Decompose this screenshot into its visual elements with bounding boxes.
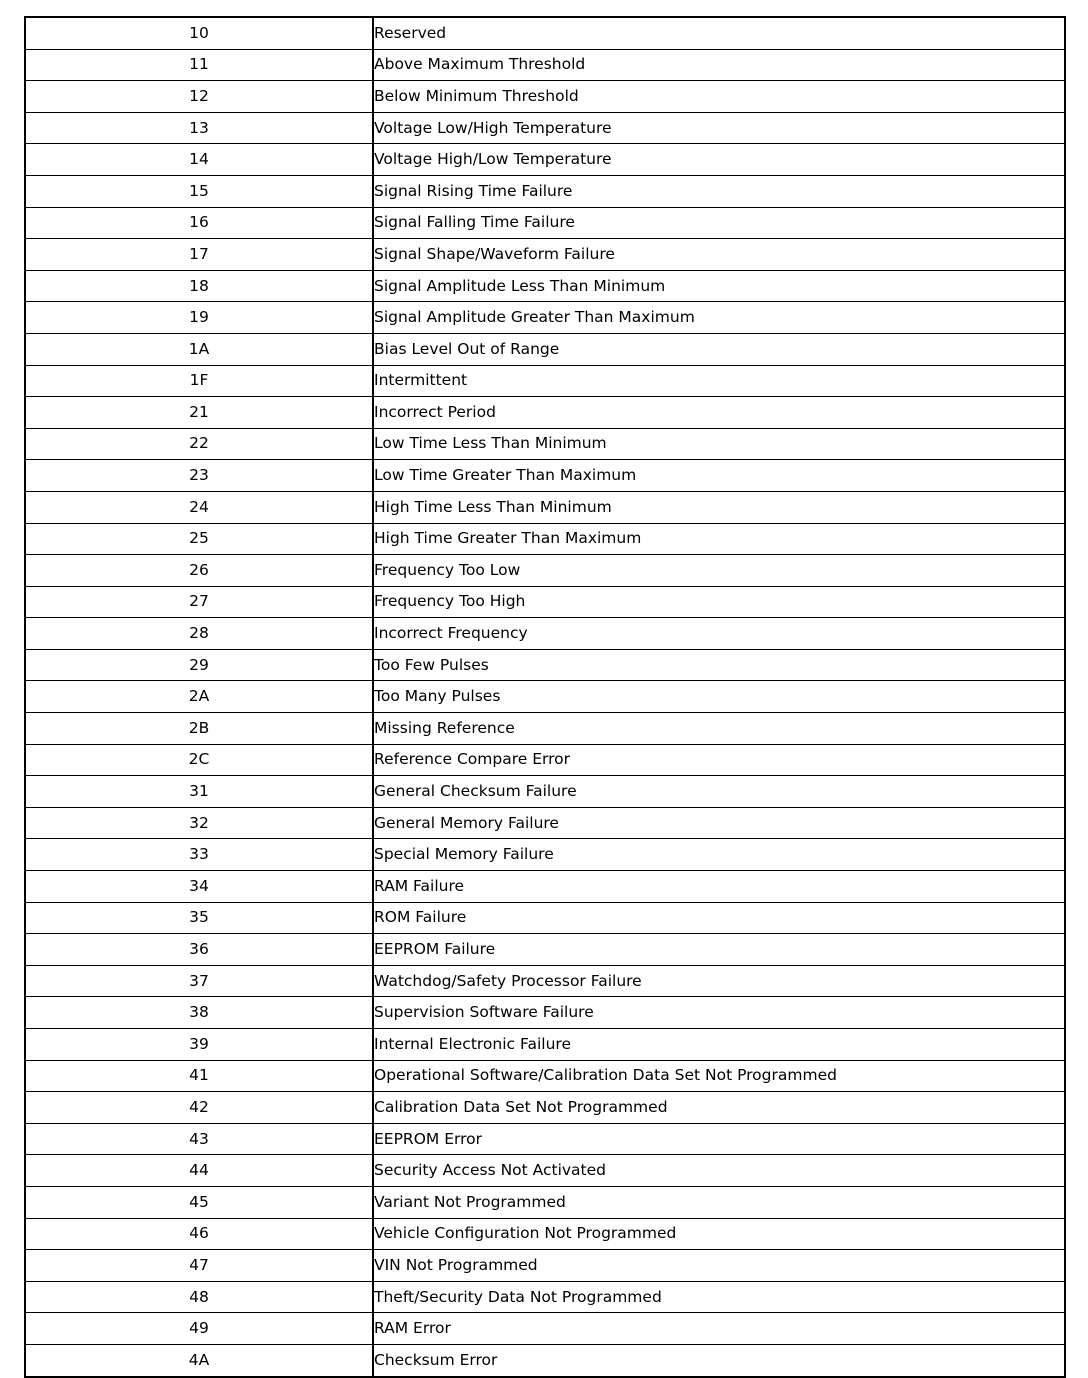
code-cell: 47 xyxy=(25,1250,373,1282)
table-row xyxy=(25,460,1065,492)
failure-type-code-table xyxy=(24,16,1066,1378)
table-row xyxy=(25,523,1065,555)
code-cell: 36 xyxy=(25,934,373,966)
table-row xyxy=(25,1123,1065,1155)
table-row xyxy=(25,112,1065,144)
table-row xyxy=(25,1281,1065,1313)
code-cell: 1A xyxy=(25,333,373,365)
description-cell: Missing Reference xyxy=(373,713,1065,745)
description-cell: Signal Shape/Waveform Failure xyxy=(373,239,1065,271)
description-cell: Above Maximum Threshold xyxy=(373,49,1065,81)
code-cell: 33 xyxy=(25,839,373,871)
code-cell: 12 xyxy=(25,81,373,113)
description-cell: Signal Falling Time Failure xyxy=(373,207,1065,239)
code-cell: 42 xyxy=(25,1092,373,1124)
description-cell: Vehicle Configuration Not Programmed xyxy=(373,1218,1065,1250)
table-row xyxy=(25,144,1065,176)
code-cell: 16 xyxy=(25,207,373,239)
table-row xyxy=(25,491,1065,523)
code-cell: 49 xyxy=(25,1313,373,1345)
table-row xyxy=(25,270,1065,302)
description-cell: Operational Software/Calibration Data Set Not Programmed xyxy=(373,1060,1065,1092)
code-cell: 21 xyxy=(25,397,373,429)
code-cell: 17 xyxy=(25,239,373,271)
code-cell: 2C xyxy=(25,744,373,776)
code-cell: 4A xyxy=(25,1344,373,1376)
code-cell: 29 xyxy=(25,649,373,681)
table-row xyxy=(25,365,1065,397)
code-cell: 18 xyxy=(25,270,373,302)
description-cell: High Time Greater Than Maximum xyxy=(373,523,1065,555)
description-cell: Signal Amplitude Greater Than Maximum xyxy=(373,302,1065,334)
description-cell: Signal Amplitude Less Than Minimum xyxy=(373,270,1065,302)
table-row xyxy=(25,207,1065,239)
description-cell: Incorrect Period xyxy=(373,397,1065,429)
table-row xyxy=(25,586,1065,618)
table-body xyxy=(25,17,1065,1377)
description-cell: Reserved xyxy=(373,17,1065,49)
code-cell: 19 xyxy=(25,302,373,334)
table-row xyxy=(25,1250,1065,1282)
table-row xyxy=(25,1344,1065,1376)
description-cell: Below Minimum Threshold xyxy=(373,81,1065,113)
code-cell: 25 xyxy=(25,523,373,555)
code-cell: 48 xyxy=(25,1281,373,1313)
code-cell: 31 xyxy=(25,776,373,808)
description-cell: High Time Less Than Minimum xyxy=(373,491,1065,523)
code-cell: 22 xyxy=(25,428,373,460)
table-row xyxy=(25,1029,1065,1061)
description-cell: Signal Rising Time Failure xyxy=(373,175,1065,207)
code-cell: 32 xyxy=(25,807,373,839)
description-cell: Too Few Pulses xyxy=(373,649,1065,681)
table-row xyxy=(25,681,1065,713)
description-cell: Voltage High/Low Temperature xyxy=(373,144,1065,176)
description-cell: Low Time Greater Than Maximum xyxy=(373,460,1065,492)
table-row xyxy=(25,1060,1065,1092)
description-cell: Too Many Pulses xyxy=(373,681,1065,713)
table-row xyxy=(25,1313,1065,1345)
table-row xyxy=(25,618,1065,650)
description-cell: VIN Not Programmed xyxy=(373,1250,1065,1282)
description-cell: EEPROM Error xyxy=(373,1123,1065,1155)
code-cell: 35 xyxy=(25,902,373,934)
description-cell: General Checksum Failure xyxy=(373,776,1065,808)
table-row xyxy=(25,17,1065,49)
description-cell: ROM Failure xyxy=(373,902,1065,934)
table-row xyxy=(25,776,1065,808)
table-row xyxy=(25,1218,1065,1250)
code-cell: 28 xyxy=(25,618,373,650)
table-row xyxy=(25,807,1065,839)
code-cell: 2A xyxy=(25,681,373,713)
description-cell: Frequency Too High xyxy=(373,586,1065,618)
description-cell: EEPROM Failure xyxy=(373,934,1065,966)
description-cell: Watchdog/Safety Processor Failure xyxy=(373,965,1065,997)
table-row xyxy=(25,1186,1065,1218)
code-cell: 27 xyxy=(25,586,373,618)
code-cell: 13 xyxy=(25,112,373,144)
table-row xyxy=(25,713,1065,745)
code-cell: 38 xyxy=(25,997,373,1029)
table-row xyxy=(25,1155,1065,1187)
table-row xyxy=(25,175,1065,207)
code-cell: 44 xyxy=(25,1155,373,1187)
code-cell: 46 xyxy=(25,1218,373,1250)
table-row xyxy=(25,81,1065,113)
table-row xyxy=(25,839,1065,871)
description-cell: Bias Level Out of Range xyxy=(373,333,1065,365)
description-cell: Frequency Too Low xyxy=(373,555,1065,587)
table-row xyxy=(25,1092,1065,1124)
description-cell: Supervision Software Failure xyxy=(373,997,1065,1029)
code-cell: 39 xyxy=(25,1029,373,1061)
code-cell: 26 xyxy=(25,555,373,587)
description-cell: Theft/Security Data Not Programmed xyxy=(373,1281,1065,1313)
table-row xyxy=(25,555,1065,587)
description-cell: Calibration Data Set Not Programmed xyxy=(373,1092,1065,1124)
description-cell: RAM Error xyxy=(373,1313,1065,1345)
table-row xyxy=(25,397,1065,429)
code-cell: 24 xyxy=(25,491,373,523)
description-cell: General Memory Failure xyxy=(373,807,1065,839)
code-cell: 23 xyxy=(25,460,373,492)
table-row xyxy=(25,649,1065,681)
code-cell: 34 xyxy=(25,871,373,903)
code-cell: 43 xyxy=(25,1123,373,1155)
code-cell: 11 xyxy=(25,49,373,81)
description-cell: Security Access Not Activated xyxy=(373,1155,1065,1187)
table-row xyxy=(25,934,1065,966)
code-cell: 41 xyxy=(25,1060,373,1092)
code-cell: 14 xyxy=(25,144,373,176)
description-cell: Reference Compare Error xyxy=(373,744,1065,776)
code-cell: 37 xyxy=(25,965,373,997)
description-cell: Checksum Error xyxy=(373,1344,1065,1376)
table-row xyxy=(25,997,1065,1029)
description-cell: Incorrect Frequency xyxy=(373,618,1065,650)
code-cell: 45 xyxy=(25,1186,373,1218)
table-row xyxy=(25,239,1065,271)
table-row xyxy=(25,49,1065,81)
table-row xyxy=(25,744,1065,776)
description-cell: RAM Failure xyxy=(373,871,1065,903)
code-cell: 15 xyxy=(25,175,373,207)
description-cell: Internal Electronic Failure xyxy=(373,1029,1065,1061)
description-cell: Low Time Less Than Minimum xyxy=(373,428,1065,460)
table-row xyxy=(25,965,1065,997)
code-cell: 2B xyxy=(25,713,373,745)
description-cell: Variant Not Programmed xyxy=(373,1186,1065,1218)
code-cell: 1F xyxy=(25,365,373,397)
table-row xyxy=(25,302,1065,334)
description-cell: Intermittent xyxy=(373,365,1065,397)
description-cell: Special Memory Failure xyxy=(373,839,1065,871)
code-cell: 10 xyxy=(25,17,373,49)
table-row xyxy=(25,871,1065,903)
description-cell: Voltage Low/High Temperature xyxy=(373,112,1065,144)
table-row xyxy=(25,428,1065,460)
table-row xyxy=(25,902,1065,934)
table-row xyxy=(25,333,1065,365)
